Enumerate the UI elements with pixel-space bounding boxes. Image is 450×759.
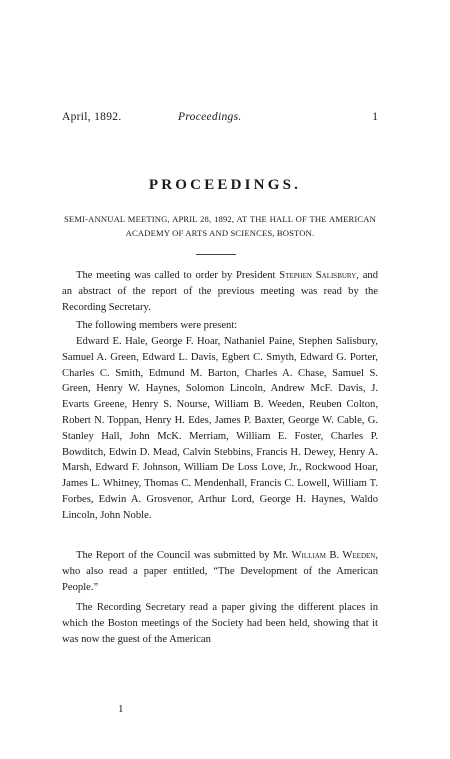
para1-before: The meeting was called to order by President xyxy=(76,270,276,281)
paragraph-members-present: The following members were present: xyxy=(76,320,238,331)
paragraph-call-to-order xyxy=(62,268,378,315)
para3-after: , who also read a paper entitled, “The Development of the American People.” xyxy=(62,550,378,593)
paragraph-recording-secretary: The Recording Secretary read a paper giving the different places in which the Boston meetings of the Society had been held, showing that it was now the guest of the American xyxy=(62,602,378,645)
meeting-subtitle: SEMI-ANNUAL MEETING, APRIL 28, 1892, AT THE HALL OF THE AMERICAN ACADEMY OF ARTS AND SCIENCES, BOSTON. xyxy=(64,214,376,238)
members-list: Edward E. Hale, George F. Hoar, Nathaniel Paine, Stephen Salisbury, Samuel A. Green, Edward L. Davis, Egbert C. Smyth, Edward G. Porter, Charles C. Smith, Edmund M. Barton, Charles A. Chase, Samuel S. Green, Henry W. Haynes, Solomon Lincoln, Andrew McF. Davis, J. Evarts Greene, Henry S. Nourse, William B. Weeden, Reuben Colton, Robert N. Toppan, Henry H. Edes, James P. Baxter, George W. Cable, G. Stanley Hall, John McK. Merriam, William E. Foster, Charles P. Bowditch, Edwin D. Mead, Calvin Stebbins, Francis H. Dewey, Henry A. Marsh, Edward F. Johnson, William De Loss Love, Jr., Rockwood Hoar, James L. Whitney, Thomas C. Mendenhall, Francis C. Lowell, William T. Forbes, Edwin A. Grosvenor, Arthur Lord, George H. Haynes, Waldo Lincoln, John Noble. xyxy=(62,336,378,521)
paragraph-council-report xyxy=(62,548,378,595)
weeden-name: William B. Weeden xyxy=(291,550,376,561)
header-page-number: 1 xyxy=(372,111,378,123)
running-header xyxy=(62,111,378,127)
para1-after: , and an abstract of the report of the previous meeting was read by the Recording Secretary. xyxy=(62,270,378,313)
divider-rule xyxy=(196,254,236,255)
header-title: Proceedings. xyxy=(178,111,242,123)
signature-mark: 1 xyxy=(118,703,124,715)
president-name: Stephen Salisbury xyxy=(279,270,357,281)
para3-before: The Report of the Council was submitted by Mr. xyxy=(76,550,289,561)
header-date: April, 1892. xyxy=(62,111,122,123)
page-title: PROCEEDINGS. xyxy=(148,177,302,193)
